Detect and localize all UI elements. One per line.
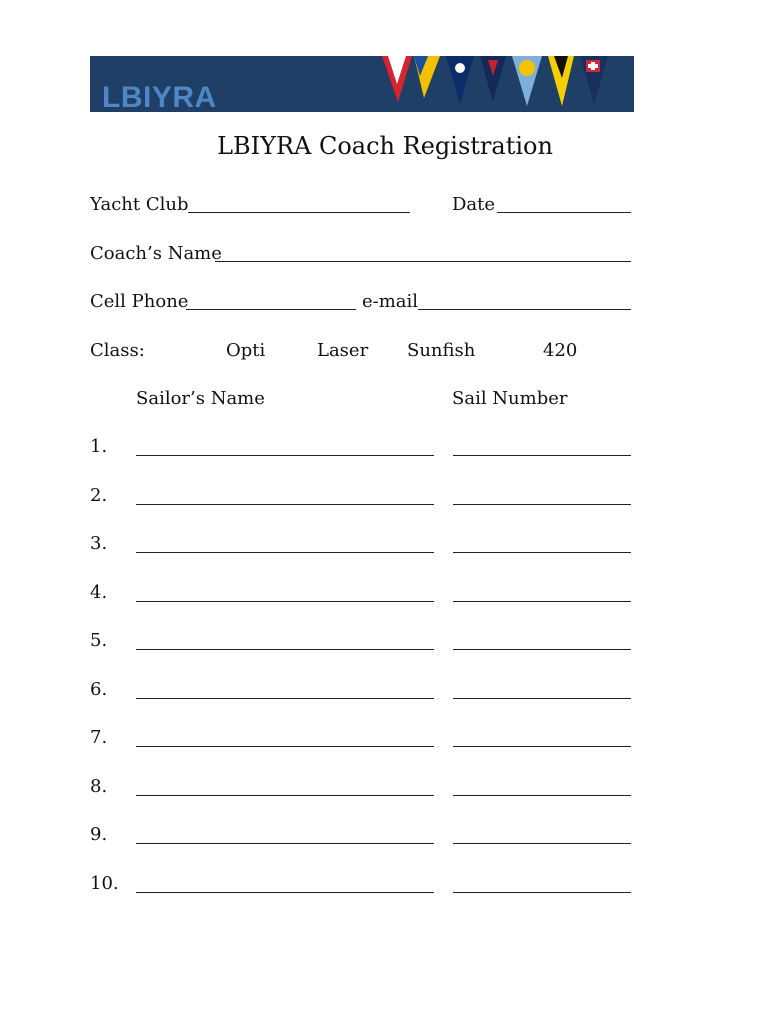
header-banner xyxy=(90,56,634,112)
email-label: e-mail xyxy=(362,291,419,312)
sailor-name-field[interactable] xyxy=(136,601,434,602)
row-number: 1. xyxy=(90,436,108,457)
yacht-club-field[interactable] xyxy=(188,212,410,213)
cell-phone-field[interactable] xyxy=(186,309,356,310)
email-field[interactable] xyxy=(418,309,631,310)
page-title: LBIYRA Coach Registration xyxy=(217,132,553,160)
sail-number-field[interactable] xyxy=(453,892,631,893)
sailor-name-field[interactable] xyxy=(136,698,434,699)
date-label: Date xyxy=(452,194,496,215)
row-number: 10. xyxy=(90,872,119,894)
sail-number-field[interactable] xyxy=(453,649,631,650)
sail-number-field[interactable] xyxy=(453,746,631,747)
sailor-name-field[interactable] xyxy=(136,504,434,505)
row-number: 5. xyxy=(90,630,108,651)
sail-number-header: Sail Number xyxy=(452,388,568,409)
coach-name-label: Coach’s Name xyxy=(90,243,222,264)
date-field[interactable] xyxy=(497,212,631,213)
class-label: Class: xyxy=(90,340,145,361)
sailor-name-field[interactable] xyxy=(136,892,434,893)
coach-name-field[interactable] xyxy=(215,261,631,262)
sailor-name-field[interactable] xyxy=(136,455,434,456)
class-option-opti[interactable]: Opti xyxy=(226,340,266,361)
row-number: 3. xyxy=(90,533,108,554)
sail-number-field[interactable] xyxy=(453,843,631,844)
cell-phone-label: Cell Phone xyxy=(90,291,189,312)
sail-number-field[interactable] xyxy=(453,601,631,602)
sailor-name-field[interactable] xyxy=(136,843,434,844)
sail-number-field[interactable] xyxy=(453,698,631,699)
lbiyra-logo: LBIYRA xyxy=(102,81,217,112)
sailor-name-field[interactable] xyxy=(136,746,434,747)
row-number: 8. xyxy=(90,775,108,797)
sailor-name-field[interactable] xyxy=(136,552,434,553)
sail-number-field[interactable] xyxy=(453,504,631,505)
row-number: 7. xyxy=(90,727,108,748)
sail-number-field[interactable] xyxy=(453,795,631,796)
row-number: 2. xyxy=(90,484,108,506)
row-number: 6. xyxy=(90,678,108,700)
sail-number-field[interactable] xyxy=(453,455,631,456)
yacht-club-label: Yacht Club xyxy=(90,194,189,215)
sailor-name-field[interactable] xyxy=(136,795,434,796)
class-option-420[interactable]: 420 xyxy=(543,340,578,361)
sail-number-field[interactable] xyxy=(453,552,631,553)
sailor-name-field[interactable] xyxy=(136,649,434,650)
class-option-sunfish[interactable]: Sunfish xyxy=(407,340,476,361)
row-number: 4. xyxy=(90,581,108,603)
class-option-laser[interactable]: Laser xyxy=(317,340,369,361)
row-number: 9. xyxy=(90,824,108,845)
club-pennants xyxy=(382,56,634,112)
sailor-name-header: Sailor’s Name xyxy=(136,388,265,409)
